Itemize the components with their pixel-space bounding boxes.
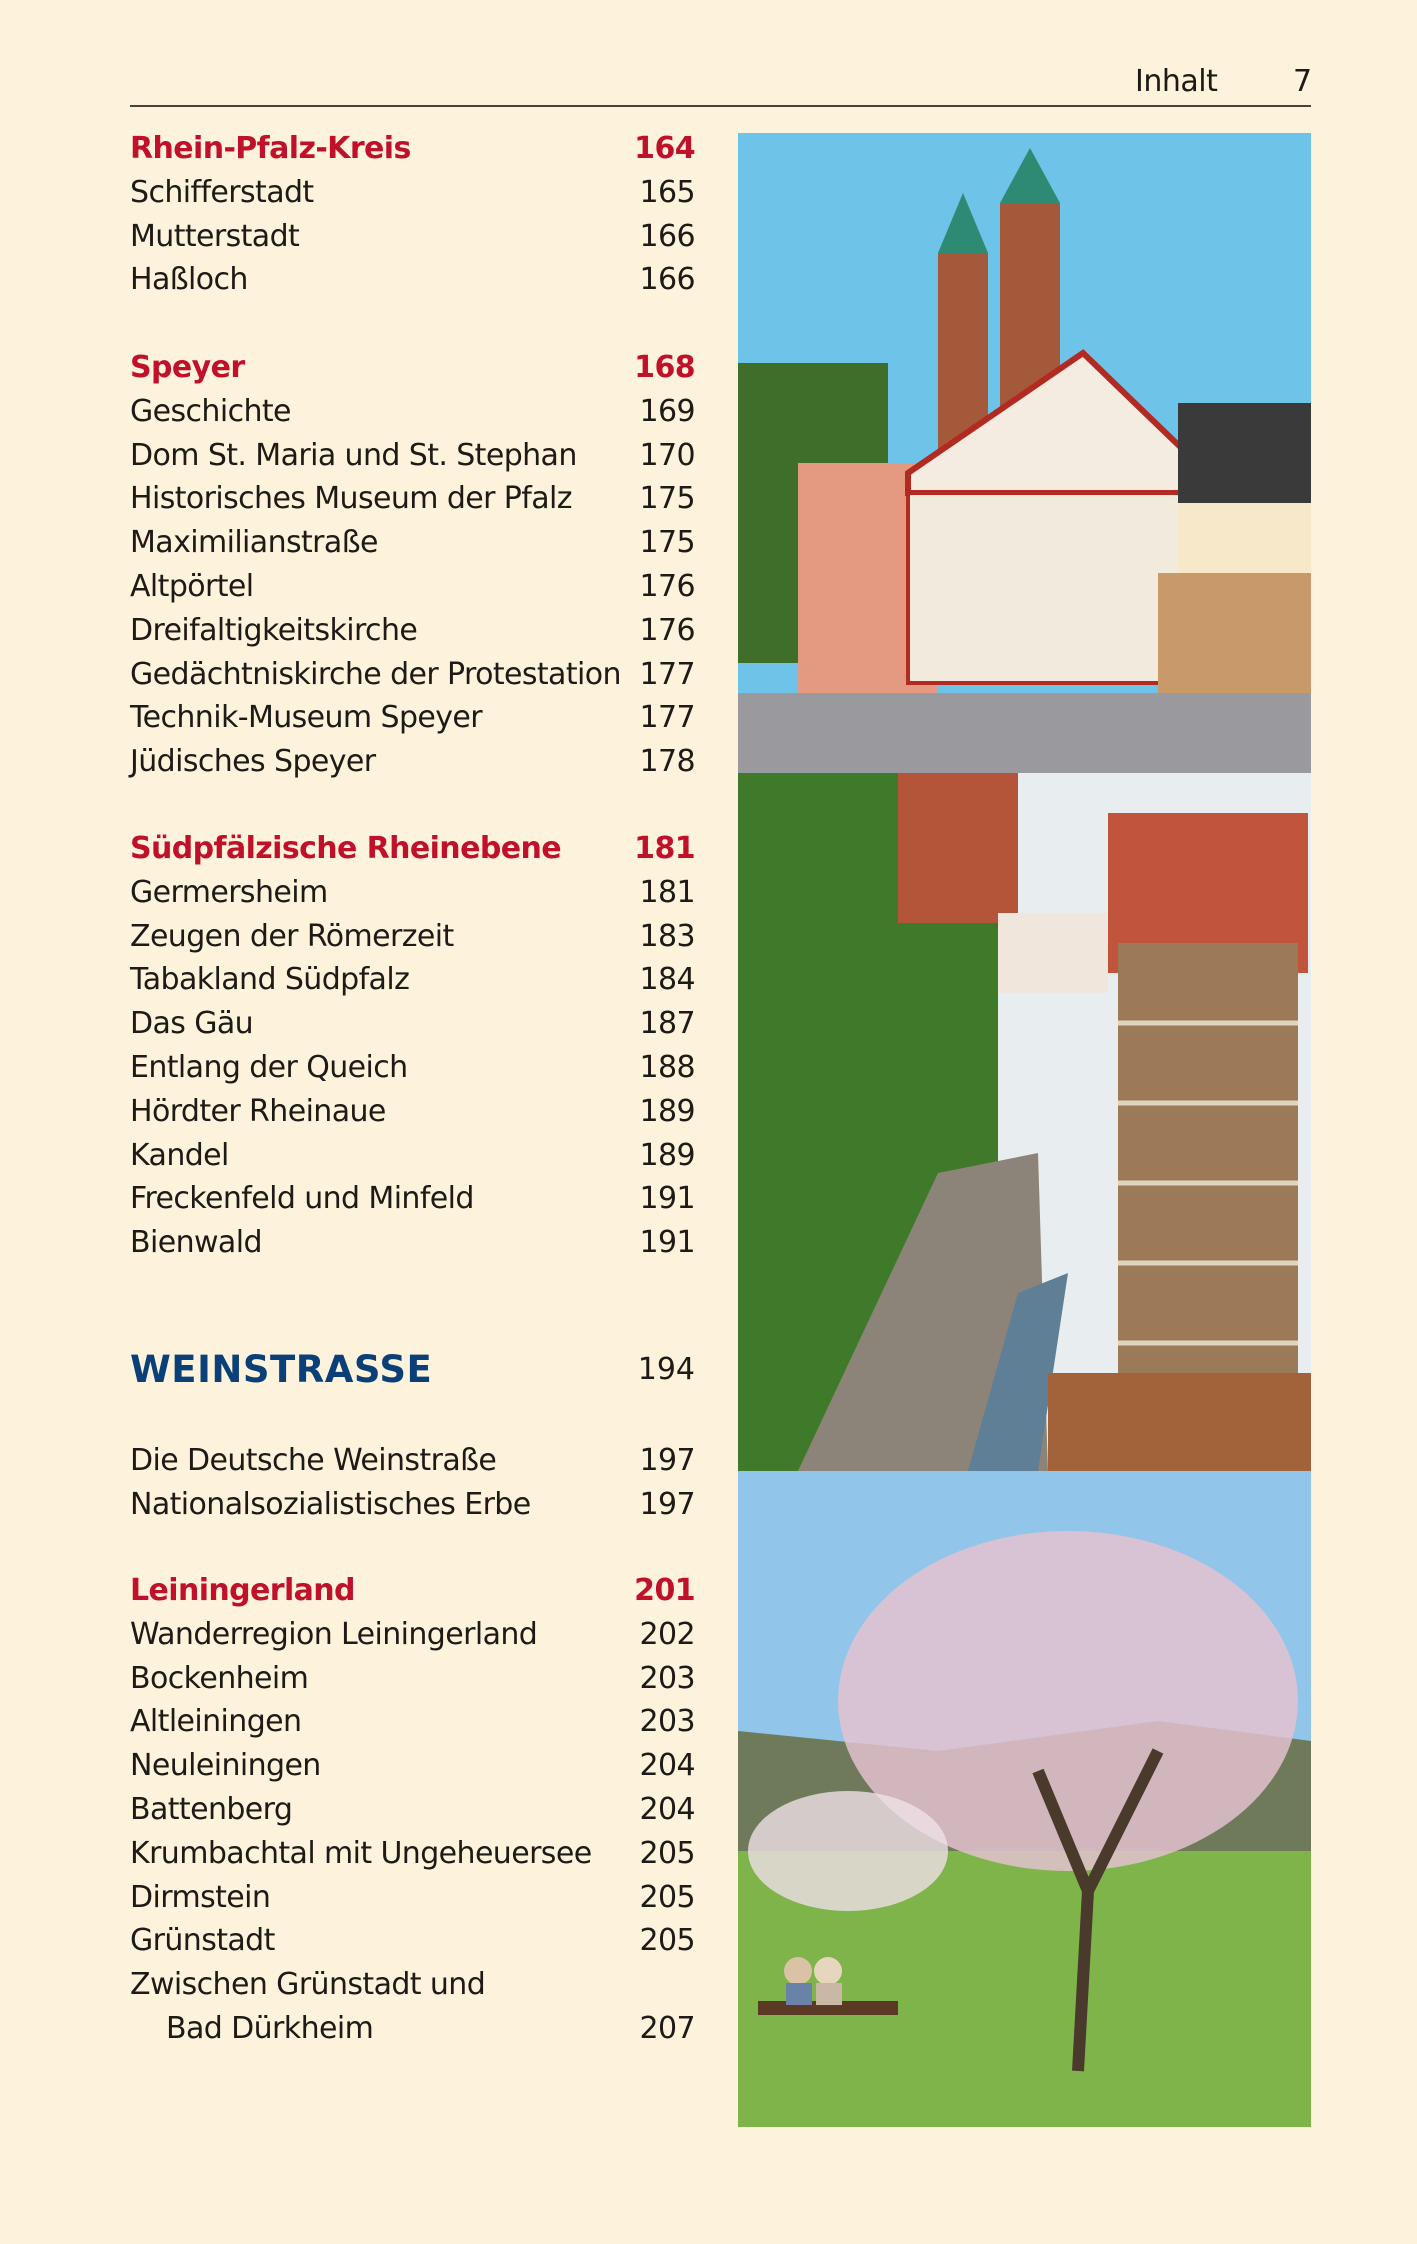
toc-entry-title: Jüdisches Speyer	[130, 744, 376, 780]
toc-entry[interactable]	[130, 1439, 695, 1483]
toc-entry-title: Das Gäu	[130, 1006, 254, 1042]
toc-entry-page: 197	[639, 1443, 695, 1478]
toc-entry[interactable]	[130, 1788, 695, 1832]
chapter-page: 194	[637, 1352, 695, 1387]
toc-entry-page: 205	[639, 1879, 695, 1915]
toc-entry-title: Maximilianstraße	[130, 525, 378, 561]
toc-entry-page: 184	[639, 962, 695, 998]
toc-entry[interactable]	[130, 1221, 695, 1265]
toc-section	[130, 1569, 695, 2051]
toc-entry-page: 201	[634, 1573, 695, 1608]
toc-entry-title: Altleiningen	[130, 1704, 302, 1740]
toc-entry[interactable]	[130, 565, 695, 609]
toc-entry-page: 207	[639, 2010, 695, 2046]
photo-speyer-cathedral-timber-house	[738, 133, 1311, 773]
toc-entry[interactable]	[130, 1046, 695, 1090]
toc-entry[interactable]	[130, 1134, 695, 1178]
toc-entry-title: Wanderregion Leiningerland	[130, 1616, 538, 1652]
toc-entry[interactable]	[130, 1090, 695, 1134]
toc-entry-page: 204	[639, 1791, 695, 1827]
toc-entry-title: Battenberg	[130, 1791, 293, 1827]
toc-entry[interactable]	[130, 1657, 695, 1701]
toc-entry-page: 177	[639, 700, 695, 736]
toc-section-heading[interactable]	[130, 346, 695, 390]
toc-entry-title: Dreifaltigkeitskirche	[130, 612, 418, 648]
toc-entry[interactable]	[130, 171, 695, 215]
toc-entry-page: 183	[639, 918, 695, 954]
toc-entry-title: Freckenfeld und Minfeld	[130, 1181, 474, 1217]
toc-entry-page: 187	[639, 1006, 695, 1042]
toc-entry-title: Geschichte	[130, 393, 291, 429]
toc-entry-title: Entlang der Queich	[130, 1049, 408, 1085]
toc-entry-page: 203	[639, 1660, 695, 1696]
running-header-title: Inhalt	[1135, 64, 1218, 99]
toc-section-heading[interactable]	[130, 1569, 695, 1613]
toc-entry[interactable]	[130, 1002, 695, 1046]
toc-entry-page: 188	[639, 1049, 695, 1085]
toc-entry-page: 202	[639, 1616, 695, 1652]
toc-section-heading[interactable]	[130, 827, 695, 871]
toc-entry-page: 191	[639, 1181, 695, 1217]
toc-entry-page: 170	[639, 437, 695, 473]
toc-section	[130, 127, 695, 302]
toc-entry[interactable]	[130, 521, 695, 565]
toc-entry-title: Tabakland Südpfalz	[130, 962, 410, 998]
toc-entry[interactable]	[130, 1963, 695, 2007]
header-rule	[130, 105, 1311, 107]
toc-entry[interactable]	[130, 1744, 695, 1788]
toc-section	[130, 1439, 695, 1527]
page-number: 7	[1293, 64, 1312, 99]
toc-entry-page: 164	[634, 131, 695, 166]
toc-entry-title: Speyer	[130, 350, 245, 385]
toc-entry[interactable]	[130, 653, 695, 697]
toc-entry-title: Bienwald	[130, 1225, 262, 1261]
toc-entry-page: 166	[639, 262, 695, 298]
toc-entry-page: 176	[639, 568, 695, 604]
toc-entry[interactable]	[130, 915, 695, 959]
toc-entry-page: 189	[639, 1137, 695, 1173]
toc-entry-title: Zeugen der Römerzeit	[130, 918, 454, 954]
toc-entry-title: Schifferstadt	[130, 174, 314, 210]
toc-entry[interactable]	[130, 1700, 695, 1744]
toc-entry[interactable]	[130, 477, 695, 521]
toc-entry-title: Hördter Rheinaue	[130, 1093, 386, 1129]
toc-entry-title: Neuleiningen	[130, 1748, 321, 1784]
toc-entry-title: Altpörtel	[130, 568, 254, 604]
toc-entry-page: 203	[639, 1704, 695, 1740]
toc-section	[130, 827, 695, 1265]
toc-entry[interactable]	[130, 258, 695, 302]
photo-water-mill	[738, 773, 1311, 1471]
toc-section	[130, 346, 695, 784]
toc-entry-page: 177	[639, 656, 695, 692]
toc-entry-page: 168	[634, 350, 695, 385]
toc-entry-title: Kandel	[130, 1137, 229, 1173]
toc-entry-page: 191	[639, 1225, 695, 1261]
toc-entry-page: 165	[639, 174, 695, 210]
toc-entry-title: Bad Dürkheim	[166, 2010, 374, 2046]
toc-entry-title: Bockenheim	[130, 1660, 309, 1696]
toc-entry[interactable]	[130, 609, 695, 653]
toc-entry[interactable]	[130, 1919, 695, 1963]
toc-entry-page: 175	[639, 481, 695, 517]
toc-entry-page: 189	[639, 1093, 695, 1129]
toc-entry[interactable]	[130, 958, 695, 1002]
toc-entry-title: Germersheim	[130, 874, 328, 910]
toc-entry-title: Grünstadt	[130, 1923, 275, 1959]
toc-entry-title: Die Deutsche Weinstraße	[130, 1443, 497, 1478]
photo-almond-blossom-tree	[738, 1471, 1311, 2127]
toc-entry-title: Südpfälzische Rheinebene	[130, 831, 561, 866]
toc-entry-page: 176	[639, 612, 695, 648]
toc-entry-title: Historisches Museum der Pfalz	[130, 481, 572, 517]
toc-entry[interactable]	[130, 215, 695, 259]
toc-entry-title: Haßloch	[130, 262, 248, 298]
toc-entry[interactable]	[130, 1876, 695, 1920]
toc-entry[interactable]	[130, 390, 695, 434]
toc-entry-page: 205	[639, 1835, 695, 1871]
toc-entry[interactable]	[130, 1613, 695, 1657]
toc-entry-title: Rhein-Pfalz-Kreis	[130, 131, 411, 166]
toc-entry-page: 205	[639, 1923, 695, 1959]
toc-entry[interactable]	[130, 1177, 695, 1221]
toc-entry-title: Krumbachtal mit Ungeheuersee	[130, 1835, 592, 1871]
toc-entry-page: 175	[639, 525, 695, 561]
toc-entry[interactable]	[130, 1832, 695, 1876]
toc-entry-page: 181	[639, 874, 695, 910]
toc-entry[interactable]	[130, 696, 695, 740]
toc-entry-title: Gedächtniskirche der Protestation	[130, 656, 621, 692]
toc-entry-page: 169	[639, 393, 695, 429]
chapter-heading[interactable]	[130, 1348, 695, 1391]
chapter-title: WEINSTRASSE	[130, 1348, 433, 1391]
toc-entry-page: 181	[634, 831, 695, 866]
toc-entry-title: Dom St. Maria und St. Stephan	[130, 437, 577, 473]
toc-entry[interactable]	[130, 1483, 695, 1527]
toc-entry-title: Leiningerland	[130, 1573, 355, 1608]
toc-entry[interactable]	[130, 871, 695, 915]
toc-entry[interactable]	[130, 434, 695, 478]
toc-entry-title: Nationalsozialistisches Erbe	[130, 1486, 531, 1522]
toc-entry-title: Zwischen Grünstadt und	[130, 1967, 486, 2003]
toc-section-heading[interactable]	[130, 127, 695, 171]
toc-entry-page: 178	[639, 744, 695, 780]
toc-entry-title: Dirmstein	[130, 1879, 271, 1915]
toc-entry[interactable]	[130, 2007, 695, 2051]
toc-entry[interactable]	[130, 740, 695, 784]
toc-entry-page: 166	[639, 218, 695, 254]
toc-entry-title: Mutterstadt	[130, 218, 300, 254]
toc-entry-page: 204	[639, 1748, 695, 1784]
toc-entry-title: Technik-Museum Speyer	[130, 700, 482, 736]
toc-entry-page: 197	[639, 1486, 695, 1522]
